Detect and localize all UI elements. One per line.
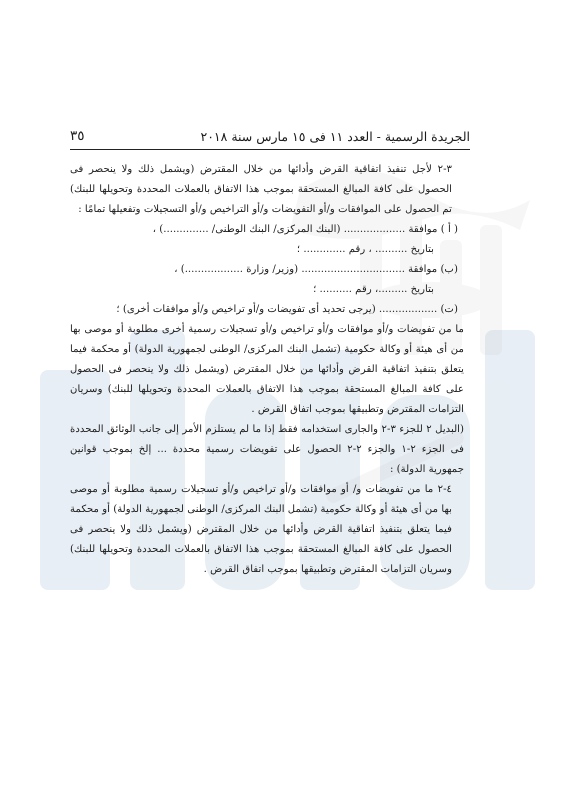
paragraph-p4: (ب) موافقة ................................ (وزير/ وزارة ..................) ، (174, 264, 458, 275)
paragraph-p8: (البديل ٢ للجزء ٣-٢ والجارى استخدامه فقط إذا ما لم يستلزم الأمر إلى جانب الوثائق المحددة فى الجزء ٢-١ والجزء ٢-٢ الحصول على تفويضات رسمية محددة ... إلخ بموجب قوانين جمهورية الدولة) : (70, 424, 464, 475)
gazette-title: الجريدة الرسمية - العدد ١١ فى ١٥ مارس سنة ٢٠١٨ (200, 129, 470, 144)
paragraph-p1: ٣-٢ لأجل تنفيذ اتفاقية القرض وأدائها من خلال المقترض (ويشمل ذلك ولا ينحصر فى الحصول على كافة المبالغ المستحقة بموجب هذا الاتفاق بالعملات المحددة وتحويلها للبنك) تم الحصول على الموافقات و/أو التفويضات و/أو التراخيص و/أو التسجيلات وتفعيلها تمامًا : (70, 164, 452, 215)
gazette-page (70, 128, 470, 580)
paragraph-p6: (ت) .................. (يرجى تحديد أى تفويضات و/أو تراخيص و/أو موافقات أخرى) ؛ (116, 304, 458, 315)
paragraph-p5: بتاريخ .........، رقم .......... ؛ (313, 284, 434, 295)
page-number: ٣٥ (70, 128, 85, 144)
paragraph-p3: بتاريخ .......... ، رقم ............. ؛ (296, 244, 434, 255)
paragraph-p9: ٤-٢ ما من تفويضات و/ أو موافقات و/أو تراخيص و/أو تسجيلات رسمية مطلوبة أو موصى بها من أى هيئة أو وكالة حكومية (تشمل البنك المركزى/ الوطنى لجمهورية الدولة) أو محكمة فيما يتعلق بتنفيذ اتفاقية القرض وأدائها من خلال المقترض (ويشمل ذلك ولا ينحصر فى الحصول على كافة المبالغ المستحقة بموجب هذا الاتفاق بالعملات المحددة وتحويلها للبنك) وسريان التزامات المقترض وتطبيقها بموجب اتفاق القرض . (70, 484, 452, 575)
paragraph-p7: ما من تفويضات و/أو موافقات و/أو تراخيص و/أو تسجيلات رسمية أخرى مطلوبة أو موصى بها من أى هيئة أو وكالة حكومية (تشمل البنك المركزى/ الوطنى لجمهورية الدولة) أو محكمة فيما يتعلق بتنفيذ اتفاقية القرض وأدائها من خلال المقترض (ويشمل ذلك ولا ينحصر فى الحصول على كافة المبالغ المستحقة بموجب هذا الاتفاق بالعملات المحددة وتحويلها للبنك) وسريان التزامات المقترض وتطبيقها بموجب اتفاق القرض . (70, 324, 464, 415)
paragraph-p2: ( أ ) موافقة ................... (البنك المركزى/ البنك الوطنى/ ..............) ، (152, 224, 458, 235)
document-body (70, 160, 470, 580)
page-header (70, 128, 470, 150)
